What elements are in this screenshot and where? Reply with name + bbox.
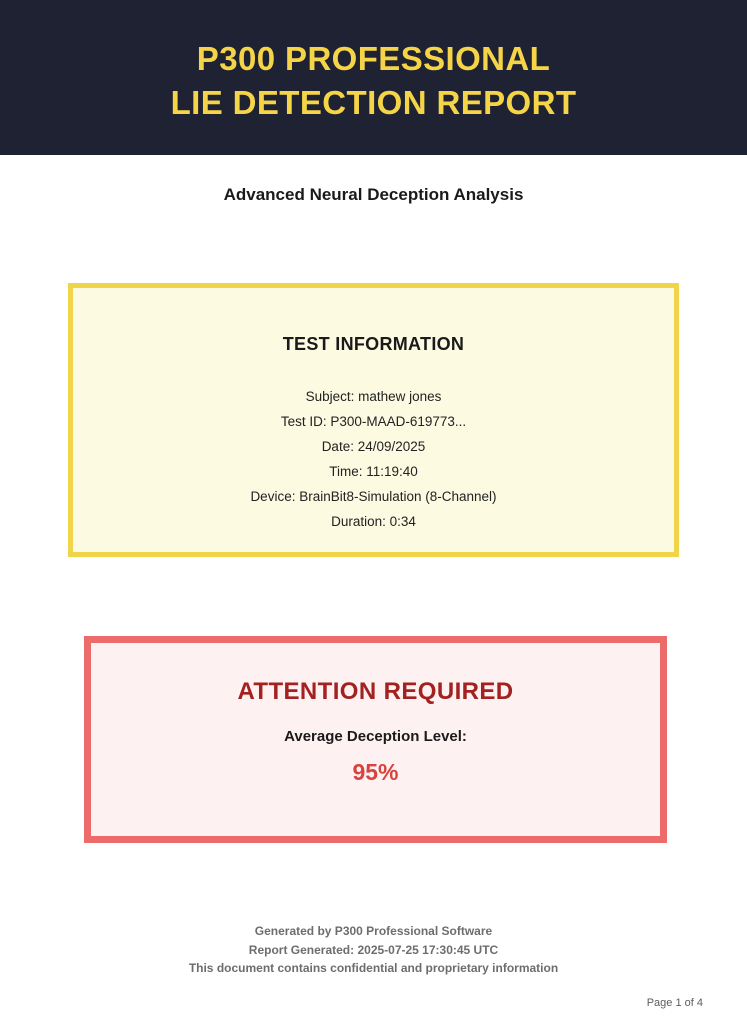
list-item: Device: BrainBit8-Simulation (8-Channel) (250, 489, 497, 504)
deception-level-label: Average Deception Level: (284, 728, 467, 745)
page-number: Page 1 of 4 (646, 997, 703, 1009)
report-header (0, 0, 747, 155)
alert-title: ATTENTION REQUIRED (237, 678, 514, 705)
report-footer (0, 922, 747, 978)
list-item: Subject: mathew jones (305, 389, 442, 404)
footer-generated-by: Generated by P300 Professional Software (254, 924, 493, 938)
test-information-title: TEST INFORMATION (282, 334, 465, 354)
test-information-list (250, 384, 496, 534)
list-item: Duration: 0:34 (331, 514, 416, 529)
list-item: Time: 11:19:40 (329, 464, 418, 479)
deception-level-value: 95% (352, 759, 399, 785)
attention-required-panel (84, 636, 667, 843)
report-subtitle: Advanced Neural Deception Analysis (223, 185, 524, 204)
report-title-line-1: P300 PROFESSIONAL (196, 39, 551, 77)
footer-confidentiality-notice: This document contains confidential and proprietary information (188, 961, 559, 975)
test-information-panel (68, 283, 679, 557)
footer-generated-at: Report Generated: 2025-07-25 17:30:45 UTC (248, 942, 499, 957)
list-item: Date: 24/09/2025 (321, 439, 426, 454)
report-title-line-2: LIE DETECTION REPORT (170, 83, 577, 121)
list-item: Test ID: P300-MAAD-619773... (280, 414, 467, 429)
